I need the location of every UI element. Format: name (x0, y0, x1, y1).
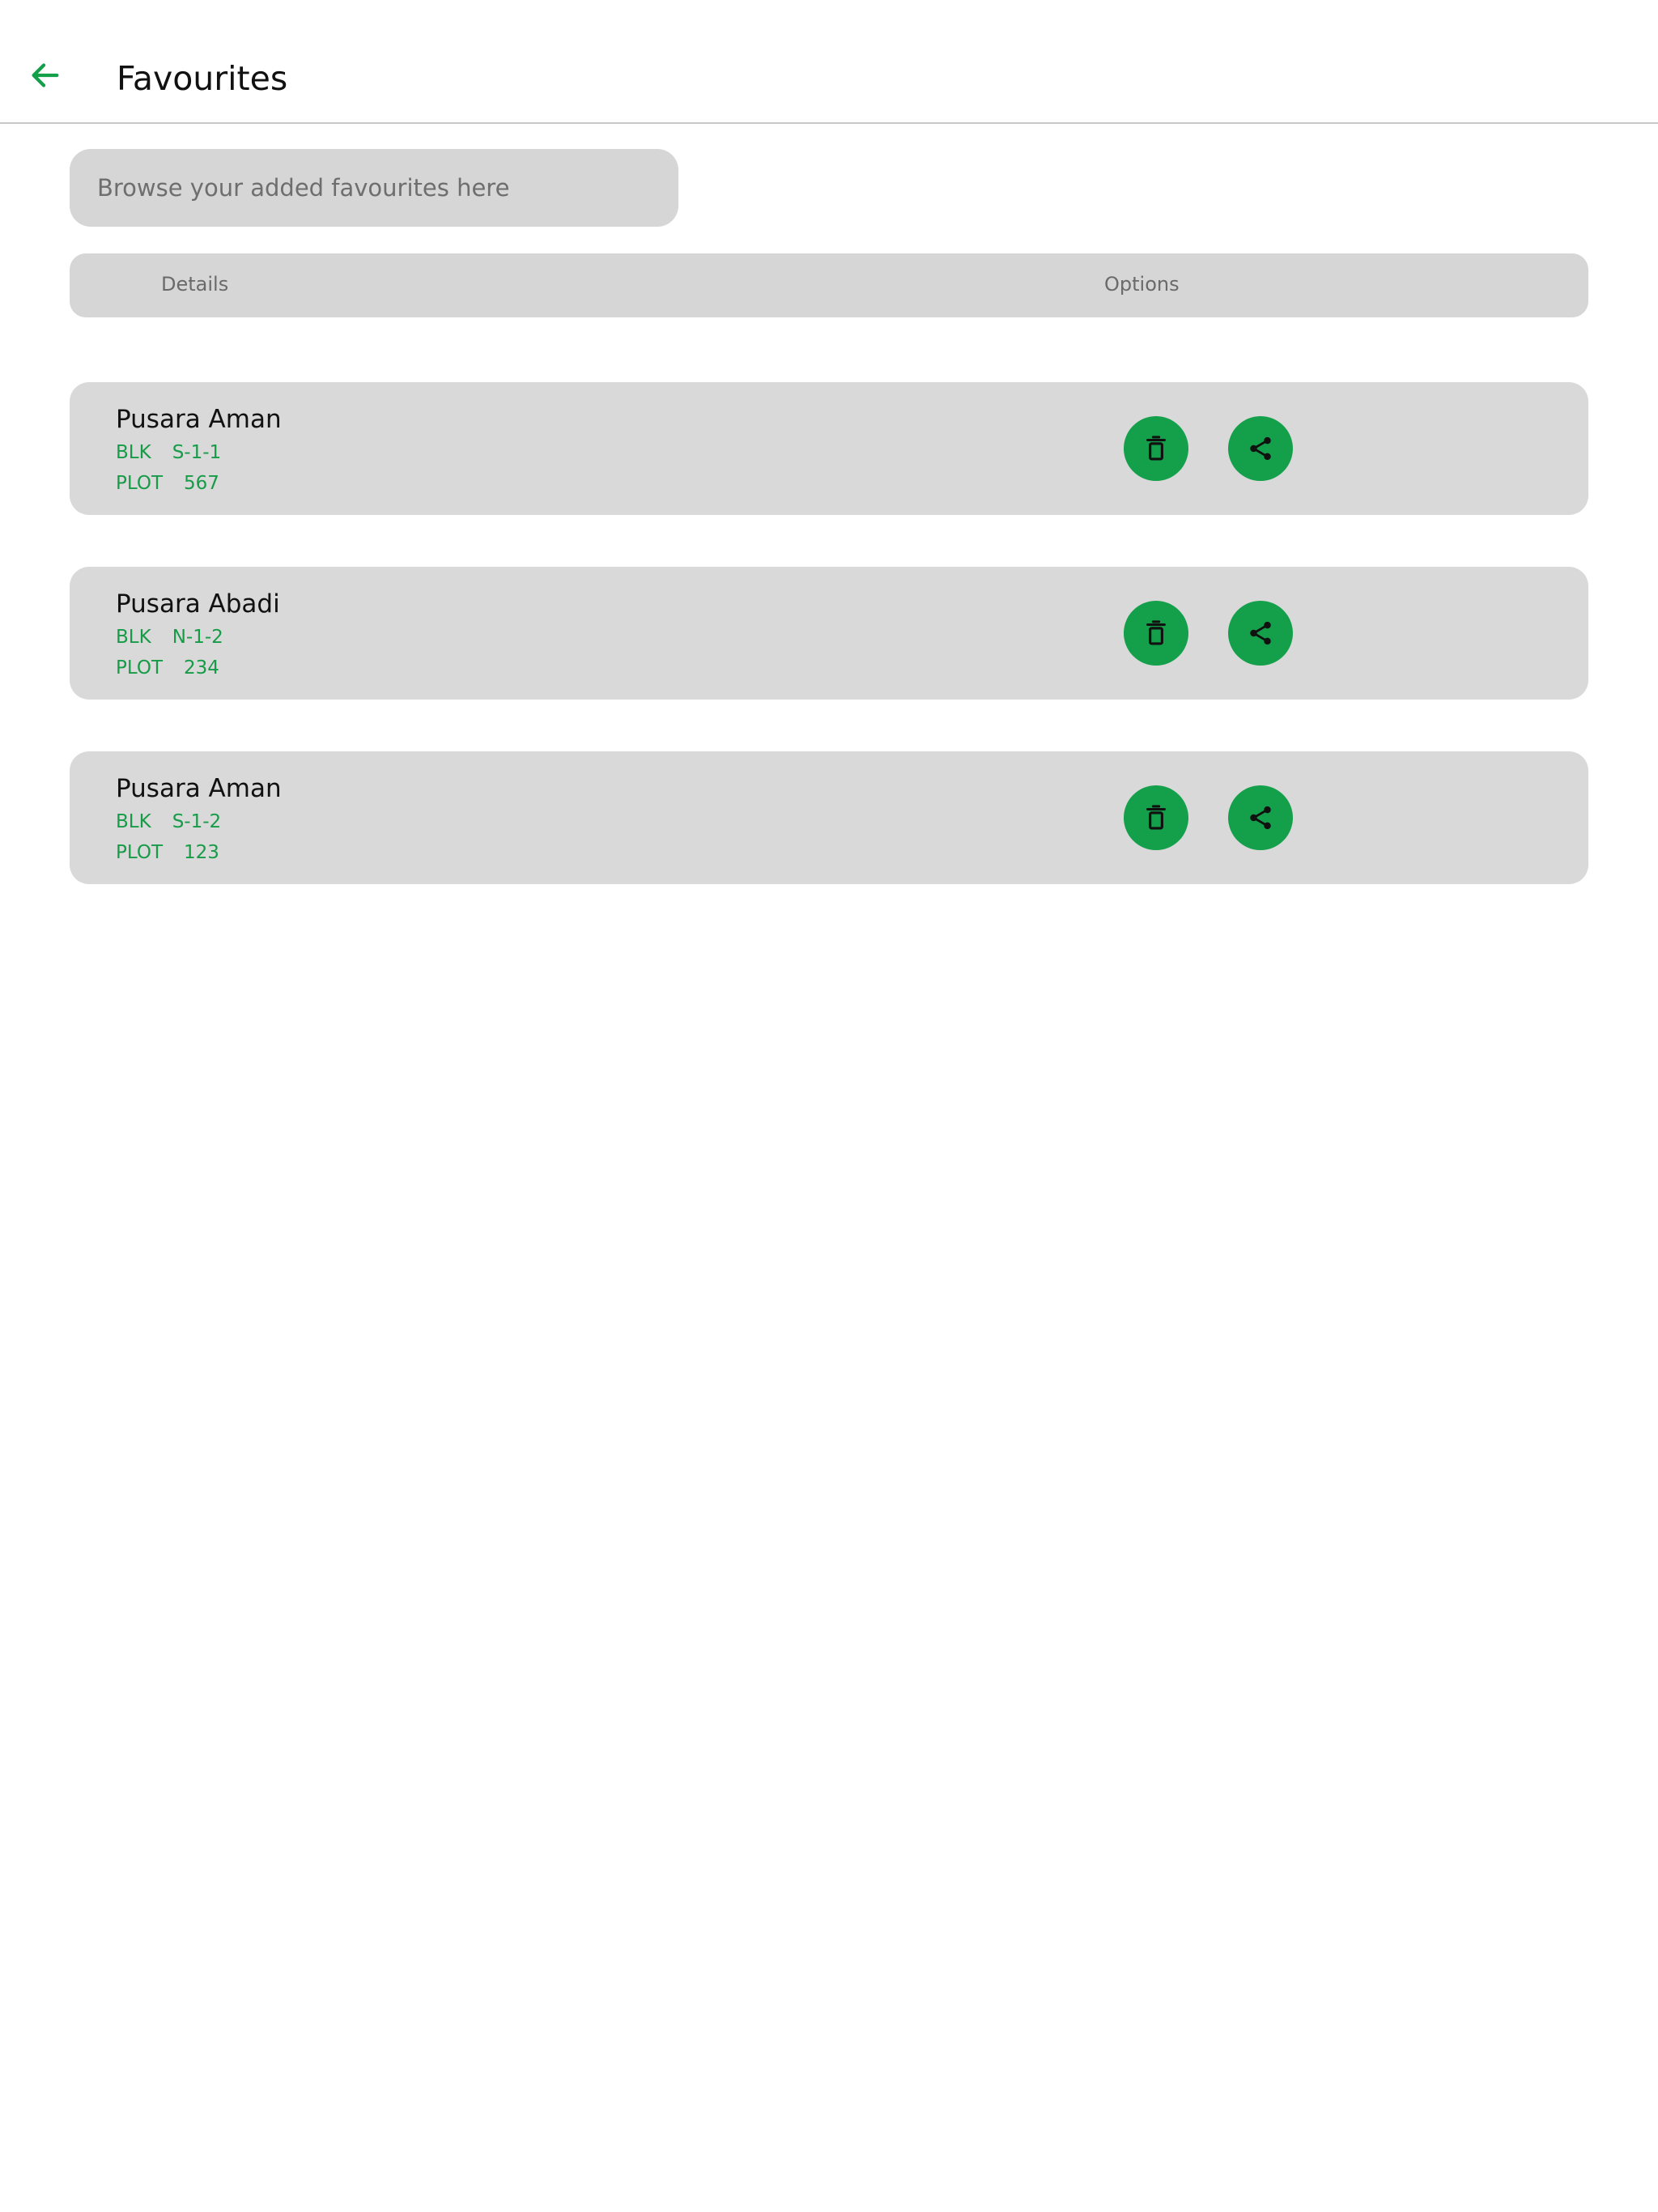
favourite-name: Pusara Aman (116, 774, 282, 803)
favourite-card[interactable] (70, 751, 1588, 884)
search-input[interactable] (96, 173, 678, 202)
plot-value: 567 (184, 473, 219, 494)
back-button[interactable] (18, 49, 71, 102)
plot-value: 234 (184, 657, 219, 678)
block-value: S-1-1 (172, 442, 222, 463)
app-bar (0, 0, 1658, 124)
delete-button[interactable] (1124, 601, 1188, 666)
favourite-name: Pusara Abadi (116, 589, 280, 619)
plot-label: PLOT (116, 473, 164, 494)
favourite-block (116, 810, 221, 834)
block-label: BLK (116, 811, 151, 832)
block-value: N-1-2 (172, 627, 223, 648)
favourite-plot (116, 656, 219, 680)
trash-icon (1144, 620, 1168, 646)
share-button[interactable] (1228, 785, 1293, 850)
arrow-left-icon (26, 57, 63, 94)
favourite-block (116, 440, 221, 465)
column-header-options: Options (1104, 273, 1180, 296)
delete-button[interactable] (1124, 416, 1188, 481)
block-label: BLK (116, 442, 151, 463)
share-button[interactable] (1228, 601, 1293, 666)
share-icon (1247, 804, 1274, 832)
share-icon (1247, 435, 1274, 462)
table-header (70, 253, 1588, 317)
plot-value: 123 (184, 842, 219, 863)
delete-button[interactable] (1124, 785, 1188, 850)
share-button[interactable] (1228, 416, 1293, 481)
plot-label: PLOT (116, 842, 164, 863)
plot-label: PLOT (116, 657, 164, 678)
share-icon (1247, 619, 1274, 647)
favourite-name: Pusara Aman (116, 405, 282, 434)
favourite-card[interactable] (70, 382, 1588, 515)
favourite-card[interactable] (70, 567, 1588, 700)
block-value: S-1-2 (172, 811, 222, 832)
column-header-details: Details (161, 273, 229, 296)
favourite-plot (116, 840, 219, 865)
page-title: Favourites (117, 59, 288, 98)
favourite-block (116, 625, 223, 649)
search-field[interactable] (70, 149, 678, 227)
trash-icon (1144, 805, 1168, 831)
favourite-plot (116, 471, 219, 496)
trash-icon (1144, 436, 1168, 462)
block-label: BLK (116, 627, 151, 648)
